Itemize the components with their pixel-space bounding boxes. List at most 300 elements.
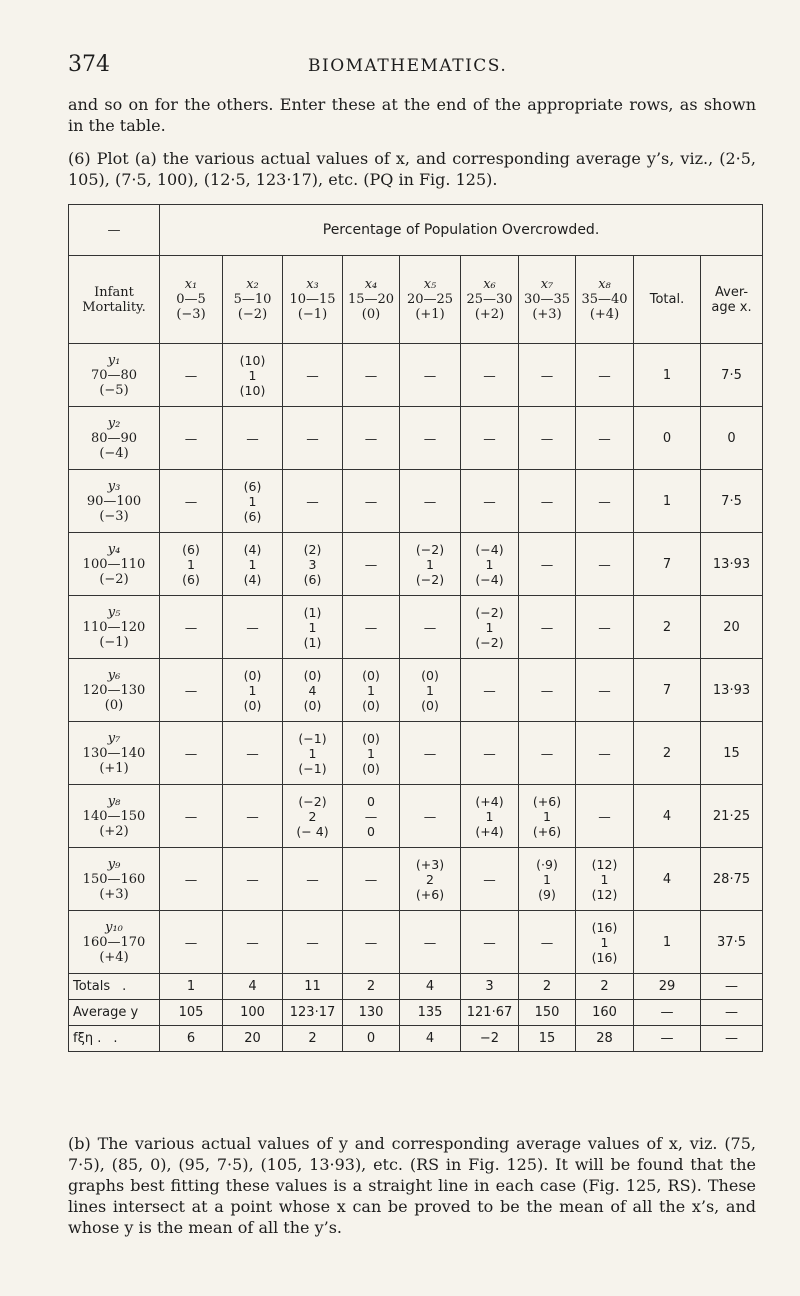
row-label-y4 (69, 533, 160, 596)
table-cell (160, 848, 223, 911)
table-cell (519, 659, 576, 722)
row-total: 2 (634, 722, 701, 785)
table-cell-line: — (306, 493, 319, 509)
column-header-range: 25—30 (466, 292, 513, 307)
table-cell (461, 596, 519, 659)
row-header-label (69, 256, 160, 344)
table-cell-line: 1 (543, 871, 551, 887)
column-header-code: (−3) (176, 307, 206, 322)
column-header-x4 (343, 256, 400, 344)
row-label-code: (+3) (99, 886, 129, 902)
table-cell-line: (0) (362, 760, 380, 776)
totals-row-value: 4 (400, 974, 461, 1000)
table-cell (400, 344, 461, 407)
table-cell-line: — (306, 430, 319, 446)
table-cell-line: — (364, 619, 378, 635)
row-label-range: 80—90 (90, 430, 138, 446)
row-label-y10 (69, 911, 160, 974)
table-cell-line: — (364, 808, 378, 824)
table-cell (519, 785, 576, 848)
column-header-x6 (461, 256, 519, 344)
table-cell (576, 344, 634, 407)
table-cell (223, 848, 283, 911)
table-cell-line: (1) (303, 604, 322, 620)
row-label-code: (−1) (99, 634, 129, 650)
table-cell-line: — (483, 367, 496, 383)
row-label-code: (0) (104, 697, 124, 713)
table-cell (576, 596, 634, 659)
row-label-y3 (69, 470, 160, 533)
row-total: 2 (634, 596, 701, 659)
column-header-code: (+1) (415, 307, 445, 322)
table-cell-line: — (483, 934, 496, 950)
table-cell (343, 722, 400, 785)
table-cell-line: — (184, 745, 198, 761)
table-cell-line: (2) (303, 541, 322, 557)
table-cell (223, 407, 283, 470)
table-cell (283, 848, 343, 911)
table-cell (283, 407, 343, 470)
table-cell-line: — (540, 745, 554, 761)
row-label-range: 100—110 (82, 556, 146, 572)
table-cell-line: — (246, 934, 259, 950)
page-header (68, 44, 748, 84)
column-header-var: x₁ (184, 277, 198, 292)
table-cell-line: — (184, 682, 198, 698)
table-cell-line: 4 (308, 682, 317, 698)
table-cell (576, 848, 634, 911)
f-xi-eta-row-label-dot: . (113, 1031, 118, 1046)
table-cell-line: — (483, 493, 496, 509)
table-cell (283, 911, 343, 974)
f-xi-eta-row-value: −2 (461, 1026, 519, 1052)
table-cell-line: 2 (426, 871, 434, 887)
total-header: Total. (634, 256, 701, 344)
table-cell (576, 911, 634, 974)
table-cell (576, 470, 634, 533)
table-cell-line: (+6) (532, 823, 562, 839)
table-cell (160, 407, 223, 470)
totals-row-value: 3 (461, 974, 519, 1000)
table-cell-line: 1 (248, 556, 257, 572)
column-header-x1 (160, 256, 223, 344)
table-cell-line: (1) (303, 634, 322, 650)
table-cell-line: (0) (243, 667, 262, 683)
average-y-row-value: 105 (160, 1000, 223, 1026)
table-cell-line: (0) (303, 667, 322, 683)
table-cell-line: (−2) (475, 634, 504, 650)
row-total: 7 (634, 659, 701, 722)
table-cell-line: (9) (538, 886, 556, 902)
table-cell-line: (−2) (298, 793, 327, 809)
table-row-y6 (69, 659, 763, 722)
row-average-x: 13·93 (701, 533, 763, 596)
table-cell-line: — (423, 367, 437, 383)
row-label-var: y₉ (107, 856, 121, 872)
table-cell-line: 3 (308, 556, 317, 572)
table-cell-line: 1 (367, 682, 375, 698)
page-number: 374 (68, 52, 110, 77)
table-cell (519, 596, 576, 659)
row-total: 7 (634, 533, 701, 596)
table-cell-line: (+4) (475, 823, 504, 839)
table-cell (223, 911, 283, 974)
table-cell (400, 659, 461, 722)
table-cell-line: (+6) (415, 886, 445, 902)
table-cell (343, 344, 400, 407)
table-cell-line: — (184, 934, 198, 950)
row-average-x: 7·5 (701, 344, 763, 407)
row-label-range: 160—170 (82, 934, 146, 950)
table-cell-line: — (184, 367, 198, 383)
f-xi-eta-row-average: — (701, 1026, 763, 1052)
table-cell-line: 0 (367, 793, 375, 809)
totals-row-average: — (701, 974, 763, 1000)
average-y-row-value: 160 (576, 1000, 634, 1026)
table-cell-line: — (540, 682, 554, 698)
table-cell-line: — (364, 367, 378, 383)
column-header-range: 20—25 (406, 292, 454, 307)
f-xi-eta-row (69, 1026, 763, 1052)
table-cell-line: (16) (591, 919, 618, 935)
totals-row-value: 11 (283, 974, 343, 1000)
table-cell (461, 848, 519, 911)
table-cell-line: — (423, 619, 437, 635)
row-average-x: 13·93 (701, 659, 763, 722)
table-cell-line: — (483, 682, 496, 698)
table-cell-line: (−1) (298, 760, 327, 776)
table-cell-line: — (184, 808, 198, 824)
table-cell (343, 785, 400, 848)
row-total: 4 (634, 848, 701, 911)
row-label-range: 120—130 (82, 682, 146, 698)
row-label-var: y₆ (107, 667, 121, 683)
table-cell (283, 470, 343, 533)
row-label-y6 (69, 659, 160, 722)
f-xi-eta-row-label (69, 1026, 160, 1052)
table-cell-line: — (540, 934, 554, 950)
column-header-x5 (400, 256, 461, 344)
column-header-var: x₂ (246, 277, 259, 292)
totals-row-value: 1 (160, 974, 223, 1000)
table-cell-line: — (598, 682, 611, 698)
table-row-y3 (69, 470, 763, 533)
table-cell-line: — (540, 556, 554, 572)
average-y-row-average: — (701, 1000, 763, 1026)
table-cell-line: — (598, 430, 611, 446)
table-cell-line: (10) (239, 382, 266, 398)
totals-row-value: 2 (576, 974, 634, 1000)
table-cell-line: (0) (362, 730, 380, 746)
totals-row-value: 2 (343, 974, 400, 1000)
table-cell (160, 470, 223, 533)
table-cell (283, 722, 343, 785)
table-cell-line: 2 (308, 808, 317, 824)
table-cell-line: — (246, 871, 259, 887)
table-cell-line: (0) (362, 667, 380, 683)
row-average-x: 21·25 (701, 785, 763, 848)
f-xi-eta-row-value: 15 (519, 1026, 576, 1052)
table-cell-line: — (184, 619, 198, 635)
row-label-y8 (69, 785, 160, 848)
table-cell-line: (−4) (475, 571, 504, 587)
table-cell (461, 911, 519, 974)
table-cell (343, 659, 400, 722)
table-cell-line: 1 (426, 556, 434, 572)
column-header-range: 0—5 (176, 292, 206, 307)
table-cell-line: — (423, 430, 437, 446)
table-cell (343, 533, 400, 596)
column-header-var: x₃ (306, 277, 319, 292)
table-cell (400, 470, 461, 533)
row-label-range: 90—100 (86, 493, 142, 509)
f-xi-eta-row-value: 0 (343, 1026, 400, 1052)
average-y-row-value: 135 (400, 1000, 461, 1026)
table-cell-line: (12) (591, 886, 618, 902)
row-total: 1 (634, 470, 701, 533)
table-cell (343, 848, 400, 911)
table-cell-line: 1 (600, 934, 609, 950)
table-cell-line: (·9) (536, 856, 558, 872)
table-cell-line: (0) (362, 697, 380, 713)
table-cell-line: (0) (243, 697, 262, 713)
table-cell-line: (0) (303, 697, 322, 713)
table-cell-line: — (598, 808, 611, 824)
table-cell (283, 344, 343, 407)
table-cell-line: (−2) (415, 541, 445, 557)
table-cell (160, 785, 223, 848)
totals-row-label (69, 974, 160, 1000)
row-label-y7 (69, 722, 160, 785)
row-label-y1 (69, 344, 160, 407)
table-cell-line: (6) (182, 571, 200, 587)
column-header-x3 (283, 256, 343, 344)
table-cell (223, 659, 283, 722)
table-row-y7 (69, 722, 763, 785)
table-cell (519, 344, 576, 407)
row-total: 1 (634, 344, 701, 407)
table-cell-line: (−1) (298, 730, 327, 746)
table-cell (343, 596, 400, 659)
row-total: 4 (634, 785, 701, 848)
row-label-range: 110—120 (82, 619, 146, 635)
table-cell (283, 785, 343, 848)
average-header-line: age x. (711, 299, 752, 315)
paragraph-plot-a: (6) Plot (a) the various actual values of x, and corresponding average y’s, viz., (2·5, 105), (7·5, 100), (12·5, 123·17), etc. (PQ in Fig. 125). (68, 149, 756, 189)
correlation-table-wrap (68, 204, 762, 1052)
row-total: 1 (634, 911, 701, 974)
average-y-row-value: 130 (343, 1000, 400, 1026)
table-cell (343, 911, 400, 974)
row-label-code: (−2) (99, 571, 129, 587)
column-header-var: x₅ (423, 277, 437, 292)
table-row-y2 (69, 407, 763, 470)
table-cell-line: (−4) (475, 541, 504, 557)
table-cell (519, 722, 576, 785)
average-y-row-value: 123·17 (283, 1000, 343, 1026)
table-cell-line: 1 (187, 556, 195, 572)
table-cell-line: (12) (591, 856, 618, 872)
table-cell (519, 470, 576, 533)
table-cell-line: 1 (485, 556, 494, 572)
average-y-row-value: 150 (519, 1000, 576, 1026)
table-cell (400, 911, 461, 974)
f-xi-eta-row-label-text: fξη . (73, 1031, 102, 1046)
table-cell (576, 722, 634, 785)
totals-row-value: 4 (223, 974, 283, 1000)
table-cell-line: — (540, 367, 554, 383)
span-header: Percentage of Population Overcrowded. (160, 205, 763, 256)
row-label-var: y₂ (107, 415, 121, 431)
table-cell (223, 533, 283, 596)
table-cell-line: (0) (421, 697, 439, 713)
table-cell-line: (+4) (475, 793, 504, 809)
table-cell-line: 1 (367, 745, 375, 761)
average-y-row-label-text: Average y (73, 1005, 139, 1020)
column-header-code: (+4) (589, 307, 620, 322)
row-average-x: 37·5 (701, 911, 763, 974)
table-cell-line: — (184, 871, 198, 887)
column-header-var: x₇ (540, 277, 554, 292)
table-cell-line: 1 (308, 619, 317, 635)
table-cell-line: (0) (421, 667, 439, 683)
table-row-y8 (69, 785, 763, 848)
f-xi-eta-row-value: 4 (400, 1026, 461, 1052)
column-header-range: 30—35 (523, 292, 571, 307)
f-xi-eta-row-value: 6 (160, 1026, 223, 1052)
f-xi-eta-row-value: 28 (576, 1026, 634, 1052)
table-cell (576, 785, 634, 848)
table-cell-line: (10) (239, 352, 266, 368)
table-cell (160, 344, 223, 407)
average-header-line: Aver- (715, 284, 749, 300)
table-cell-line: — (483, 745, 496, 761)
row-label-code: (+2) (99, 823, 129, 839)
table-cell-line: — (598, 556, 611, 572)
table-cell-line: (4) (243, 571, 262, 587)
row-label-y9 (69, 848, 160, 911)
table-cell (283, 533, 343, 596)
column-header-var: x₆ (483, 277, 496, 292)
table-cell (400, 533, 461, 596)
table-cell-line: (6) (303, 571, 322, 587)
column-header-code: (−2) (237, 307, 268, 322)
table-cell (461, 722, 519, 785)
table-cell-line: — (246, 808, 259, 824)
table-cell-line: (−2) (415, 571, 445, 587)
table-cell (283, 596, 343, 659)
table-cell-line: (16) (591, 949, 618, 965)
table-row-y4 (69, 533, 763, 596)
row-label-var: y₄ (107, 541, 121, 557)
row-label-code: (+1) (99, 760, 129, 776)
table-cell-line: — (598, 367, 611, 383)
table-row-y5 (69, 596, 763, 659)
table-cell-line: — (423, 745, 437, 761)
totals-row (69, 974, 763, 1000)
running-head: BIOMATHEMATICS. (308, 56, 508, 76)
table-cell (223, 722, 283, 785)
table-cell-line: — (598, 493, 611, 509)
paragraph-plot-b: (b) The various actual values of y and corresponding average values of x, viz. (75, 7·5), (85, 0), (95, 7·5), (105, 13·93), etc. (RS in Fig. 125). It will be found that the graphs best fitting these values is a straight line in each case (Fig. 125, RS). These lines intersect at a point whose x can be proved to be the mean of all the x’s, and whose y is the mean of all the y’s. (68, 1134, 756, 1237)
row-average-x: 15 (701, 722, 763, 785)
table-cell-line: 1 (426, 682, 434, 698)
table-cell-line: 1 (485, 808, 494, 824)
table-cell (461, 533, 519, 596)
table-cell-line: 1 (543, 808, 551, 824)
table-cell-line: — (246, 430, 259, 446)
table-cell (343, 470, 400, 533)
table-cell-line: — (184, 493, 198, 509)
span-header-row (69, 205, 763, 256)
f-xi-eta-row-total: — (634, 1026, 701, 1052)
paragraph-intro: and so on for the others. Enter these at the end of the appropriate rows, as shown in the table. (68, 95, 756, 135)
row-label-range: 70—80 (90, 367, 138, 383)
table-cell-line: (6) (182, 541, 200, 557)
table-cell-line: — (483, 430, 496, 446)
table-cell-line: (−2) (475, 604, 504, 620)
table-cell (461, 344, 519, 407)
column-header-row (69, 256, 763, 344)
table-cell (576, 407, 634, 470)
row-label-var: y₅ (107, 604, 121, 620)
table-cell-line: — (540, 619, 554, 635)
table-cell (283, 659, 343, 722)
column-header-range: 35—40 (581, 292, 628, 307)
average-y-row-total: — (634, 1000, 701, 1026)
column-header-code: (+2) (474, 307, 505, 322)
table-cell-line: — (306, 934, 319, 950)
table-cell-line: — (364, 430, 378, 446)
table-cell-line: 1 (308, 745, 317, 761)
table-cell (160, 911, 223, 974)
table-cell-line: — (423, 493, 437, 509)
row-average-x: 0 (701, 407, 763, 470)
row-label-range: 130—140 (82, 745, 146, 761)
table-cell-line: — (364, 556, 378, 572)
table-cell (223, 785, 283, 848)
table-cell (160, 596, 223, 659)
table-cell-line: (6) (243, 478, 262, 494)
table-cell-line: (6) (243, 508, 262, 524)
column-header-var: x₈ (598, 277, 611, 292)
table-cell-line: (+3) (415, 856, 445, 872)
row-label-code: (+4) (99, 949, 129, 965)
average-y-row (69, 1000, 763, 1026)
column-header-range: 15—20 (347, 292, 395, 307)
table-cell (461, 470, 519, 533)
table-cell-line: 0 (367, 823, 375, 839)
table-cell-line: — (364, 493, 378, 509)
table-cell-line: 1 (485, 619, 494, 635)
row-label-y2 (69, 407, 160, 470)
average-y-row-value: 100 (223, 1000, 283, 1026)
table-cell-line: — (306, 871, 319, 887)
table-cell (519, 533, 576, 596)
row-label-range: 150—160 (82, 871, 146, 887)
row-label-var: y₁ (107, 352, 121, 368)
row-label-code: (−4) (99, 445, 129, 461)
table-cell (519, 911, 576, 974)
table-cell-line: 1 (248, 367, 257, 383)
table-cell (343, 407, 400, 470)
totals-row-total: 29 (634, 974, 701, 1000)
table-cell (400, 596, 461, 659)
table-cell-line: 1 (600, 871, 609, 887)
table-cell-line: — (423, 808, 437, 824)
column-header-x8 (576, 256, 634, 344)
table-cell (160, 659, 223, 722)
